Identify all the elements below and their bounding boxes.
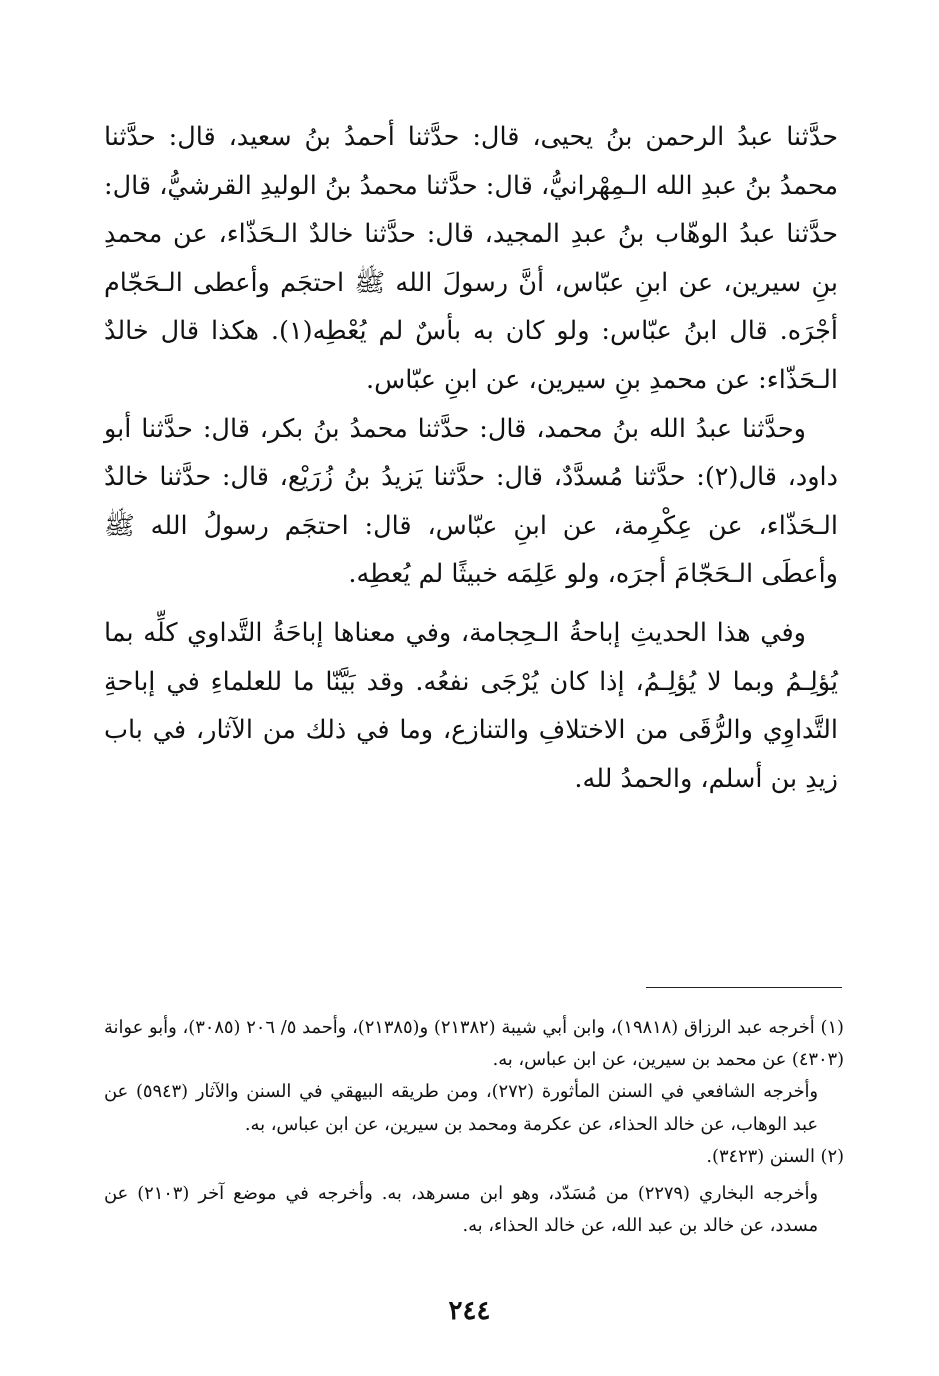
footnote-1: (١) أخرجه عبد الرزاق (١٩٨١٨)، وابن أبي شيبة (٢١٣٨٢) و(٢١٣٨٥)، وأحمد ٥/ ٢٠٦ (٣٠٨٥)، وأبو عوانة (٤٣٠٣) عن محمد بن سيرين، عن ابن عباس، به. <box>104 1017 844 1071</box>
footnote-2-continuation: وأخرجه البخاري (٢٢٧٩) من مُسَدّد، وهو ابن مسرهد، به. وأخرجه في موضع آخر (٢١٠٣) عن مسدد، عن خالد بن عبد الله، عن خالد الحذاء، به. <box>104 1183 818 1237</box>
hadith-paragraph-1: حدَّثنا عبدُ الرحمن بنُ يحيى، قال: حدَّثنا أحمدُ بنُ سعيد، قال: حدَّثنا محمدُ بنُ عبدِ الله الـمِهْرانيُّ، قال: حدَّثنا محمدُ بنُ الوليدِ القرشيُّ، قال: حدَّثنا عبدُ الوهّاب بنُ عبدِ المجيد، قال: حدَّثنا خالدٌ الـحَذّاء، عن محمدِ بنِ سيرين، عن ابنِ عبّاس، أنَّ رسولَ الله ﷺ احتجَم وأعطى الـحَجّام أجْرَه. قال ابنُ عبّاس: ولو كان به بأسٌ لم يُعْطِه(١). هكذا قال خالدٌ الـحَذّاء: عن محمدِ بنِ سيرين، عن ابنِ عبّاس. <box>104 122 838 395</box>
footnote-separator <box>646 987 842 988</box>
main-text <box>104 113 838 803</box>
footnotes <box>104 1012 844 1242</box>
footnote-2: (٢) السنن (٣٤٢٣). <box>706 1145 844 1167</box>
footnote-1-continuation: وأخرجه الشافعي في السنن المأثورة (٢٧٢)، ومن طريقه البيهقي في السنن والآثار (٥٩٤٣) عن عبد الوهاب، عن خالد الحذاء، عن عكرمة ومحمد بن سيرين، عن ابن عباس، به. <box>104 1081 818 1135</box>
hadith-paragraph-2: وحدَّثنا عبدُ الله بنُ محمد، قال: حدَّثنا محمدُ بنُ بكر، قال: حدَّثنا أبو داود، قال(٢): حدَّثنا مُسدَّدٌ، قال: حدَّثنا يَزيدُ بنُ زُرَيْع، قال: حدَّثنا خالدٌ الـحَذّاء، عن عِكْرِمة، عن ابنِ عبّاس، قال: احتجَم رسولُ الله ﷺ وأعطَى الـحَجّامَ أجرَه، ولو عَلِمَه خبيثًا لم يُعطِه. <box>104 413 838 590</box>
page-number: ٢٤٤ <box>448 1296 491 1326</box>
commentary-paragraph: وفي هذا الحديثِ إباحةُ الـحِجامة، وفي معناها إباحَةُ التَّداوي كلِّه بما يُؤلِـمُ وبما لا يُؤلِـمُ، إذا كان يُرْجَى نفعُه. وقد بَيَّنّا ما للعلماءِ في إباحةِ التَّداوِي والرُّقَى من الاختلافِ والتنازع، وما في ذلك من الآثار، في باب زيدِ بن أسلم، والحمدُ لله. <box>104 617 838 794</box>
